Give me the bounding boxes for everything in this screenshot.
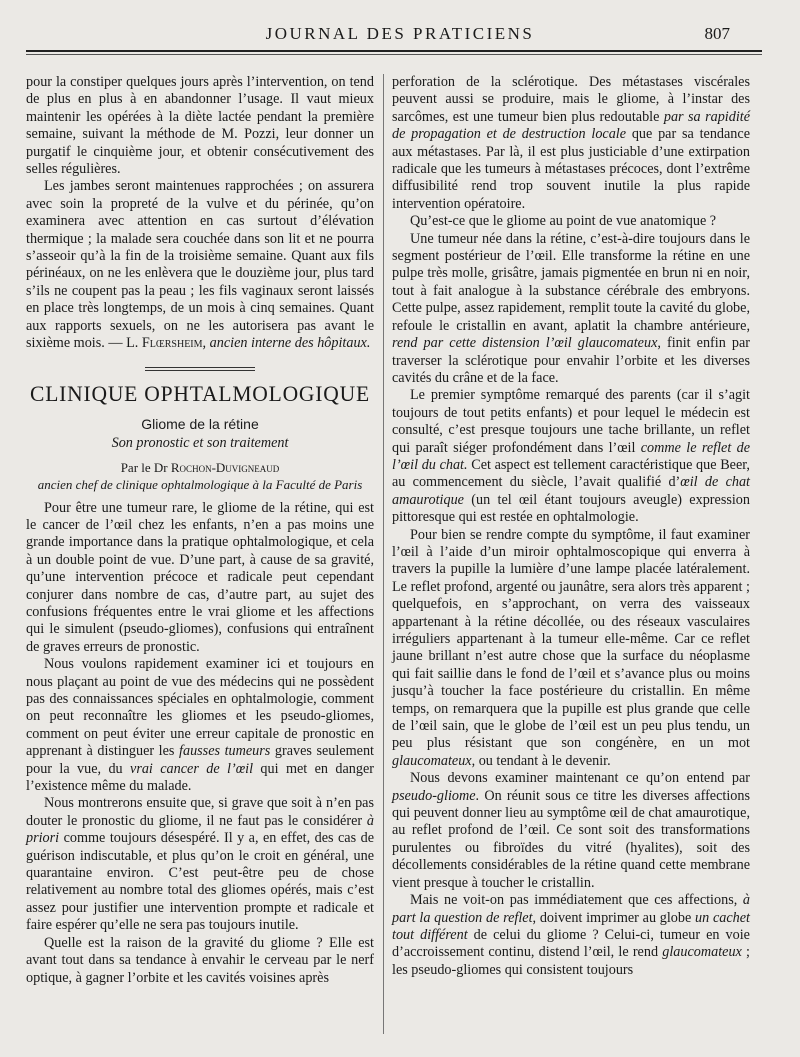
paragraph: Nous voulons rapidement examiner ici et toujours en nous plaçant au point de vue des médecins qui ne possèdent pas des connaissances spéciales en ophtalmologie, comment on peut reconnaître les gliomes et les pseudo-gliomes, comment on peut éviter une erreur capitale de pronostic en apprenant à distinguer les fausses tumeurs graves seulement pour la vue, du vrai cancer de l’œil qui met en danger l’existence même du malade. xyxy=(26,656,375,795)
right-column xyxy=(392,74,750,979)
article-subtitle: Son pronostic et son traitement xyxy=(111,435,289,452)
section-separator xyxy=(26,367,374,371)
paragraph: Mais ne voit-on pas immédiatement que ces affections, à part la question de reflet, doivent imprimer au globe un cachet tout différent de celui du gliome ? Celui-ci, tumeur en voie d’accroissement continu, distend l’œil, le rend glaucomateux ; les pseudo-gliomes qui consistent toujours xyxy=(392,892,750,978)
journal-title: JOURNAL DES PRATICIENS xyxy=(265,24,535,43)
author-affiliation: ancien chef de clinique ophtalmologique à la Faculté de Paris xyxy=(37,477,363,493)
column-divider xyxy=(383,74,384,1034)
paragraph: Le premier symptôme remarqué des parents (car il s’agit toujours de tout petits enfants) et pour lequel le médecin est consulté, c’est presque toujours une tache brillante, un reflet qui paraît siéger profondément dans l’œil comme le reflet de l’œil du chat. Cet aspect est tellement caractéristique que Beer, au commencement du siècle, l’avait qualifié d’œil de chat amaurotique (un tel œil étant toujours aveugle) expression pittoresque qui est restée en ophtalmologie. xyxy=(392,387,750,526)
byline: Par le Dr Rochon-Duvigneaud xyxy=(120,459,280,475)
section-title: CLINIQUE OPHTALMOLOGIQUE xyxy=(30,380,370,406)
paragraph: Qu’est-ce que le gliome au point de vue anatomique ? xyxy=(410,213,717,230)
paragraph: perforation de la sclérotique. Des métastases viscérales peuvent aussi se produire, mais le gliome, à l’instar des sarcômes, est une tumeur bien plus redoutable par sa rapidité de propagation et de destruction locale que par sa tendance aux métastases. Par là, il est plus justiciable d’une extirpation radicale que les tumeurs à métastases précoces, dont l’extrême diffusibilité rend trop souvent inutile la plus rapide intervention opératoire. xyxy=(392,74,751,212)
header-rule xyxy=(26,50,762,52)
paragraph: pour la constiper quelques jours après l’intervention, on tend de plus en plus à en abandonner l’usage. Il vaut mieux maintenir les opérées à la diète lactée pendant la première semaine, suivant la méthode de M. Pozzi, leur donner un purgatif le cinquième jour, et obtenir consécutivement des selles régulières. xyxy=(26,74,374,178)
paragraph: Pour être une tumeur rare, le gliome de la rétine, qui est le cancer de l’œil chez les enfants, n’en a pas moins une grande importance dans la pratique ophtalmologique, et cela à un double point de vue. D’une part, à cause de sa gravité, qu’une intervention précoce et radicale peut cependant conjurer dans nombre de cas, d’autre part, au sujet des confusions fréquentes entre le vrai gliome et les affections qui le simulent (pseudo-gliomes), confusions qui entraînent de graves erreurs de pronostic. xyxy=(26,499,374,655)
paragraph: Les jambes seront maintenues rapprochées ; on assurera avec soin la propreté de la vulve et du périnée, qu’on examinera avec attention en cas surtout d’élévation thermique ; la malade sera couchée dans son lit et ne pourra s’asseoir qu’à la fin de la troisième semaine. Quant aux fils périnéaux, on ne les enlèvera que le douzième jour, plus tard s’ils ne coupent pas la peau ; les fils vaginaux seront laissés en place très longtemps, de un mois à cinq semaines. Quant aux rapports sexuels, on ne les autorisera pas avant le sixième mois. — L. Flœrsheim, ancien interne des hôpitaux. xyxy=(26,178,374,352)
article-title: Gliome de la rétine xyxy=(141,415,259,432)
author-name: Flœrsheim xyxy=(141,335,203,352)
page-number: 807 xyxy=(704,24,730,43)
author-affiliation: , ancien interne des hôpitaux. xyxy=(202,335,371,352)
paragraph: Nous montrerons ensuite que, si grave que soit à n’en pas douter le pronostic du gliome, il ne faut pas le considérer à priori comme toujours désespéré. Il y a, en effet, des cas de guérison indiscutable, et plus qu’on le croit en général, une quarantaine environ. C’est peut-être peu de chose relativement au nombre total des gliomes opérés, mais c’est assez pour justifier une intervention prompte et radicale et faire espérer qu’elle ne sera pas toujours inutile. xyxy=(26,795,374,934)
paragraph: Quelle est la raison de la gravité du gliome ? Elle est avant tout dans sa tendance à envahir le cerveau par le nerf optique, à gagner l’orbite et les cavités voisines après xyxy=(26,934,374,986)
author-name: Rochon-Duvigneaud xyxy=(170,459,280,475)
paragraph: Nous devons examiner maintenant ce qu’on entend par pseudo-gliome. On réunit sous ce titre les diverses affections qui peuvent donner lieu au symptôme œil de chat amaurotique, au reflet profond de l’œil. Ce sont soit des transformations purulentes ou fibroïdes du vitré (hyalites), soit des décollements considérables de la rétine quand cette membrane vient presque à toucher le cristallin. xyxy=(392,770,750,891)
paragraph: Pour bien se rendre compte du symptôme, il faut examiner l’œil à l’aide d’un miroir ophtalmoscopique qui enverra à travers la pupille la lumière d’une lampe placée latéralement. Le reflet profond, argenté ou jaunâtre, sera alors très apparent ; quelquefois, en s’approchant, on verra des vaisseaux appartenant à la rétine décollée, ou des réseaux vasculaires irréguliers appartenant à la tumeur elle-même. Car ce reflet jaune brillant n’est autre chose que la surface du néoplasme qui fait saillie dans le fond de l’œil et s’avance plus ou moins jusqu’à toucher la face postérieure du cristallin. En même temps, on remarquera que la pupille est plus grande que celle de l’œil sain, que le globe de l’œil est un peu plus tendu, un peu plus résistant que son congénère, en un mot glaucomateux, ou tendant à le devenir. xyxy=(392,526,750,769)
header-rule-thin xyxy=(26,54,762,55)
running-header xyxy=(0,24,800,48)
paragraph: Une tumeur née dans la rétine, c’est-à-dire toujours dans le segment postérieur de l’œil. Elle transforme la rétine en une pulpe très molle, grisâtre, jamais pigmentée en brun ni en noir, tout à fait analogue à la substance cérébrale des embryons. Cette pulpe, assez rapidement, remplit toute la cavité du globe, refoule le cristallin en avant, aplatit la chambre antérieure, rend par cette distension l’œil glaucomateux, finit enfin par traverser la sclérotique pour envahir l’orbite et les diverses cavités du crâne et de la face. xyxy=(392,230,750,386)
left-column xyxy=(26,74,374,987)
